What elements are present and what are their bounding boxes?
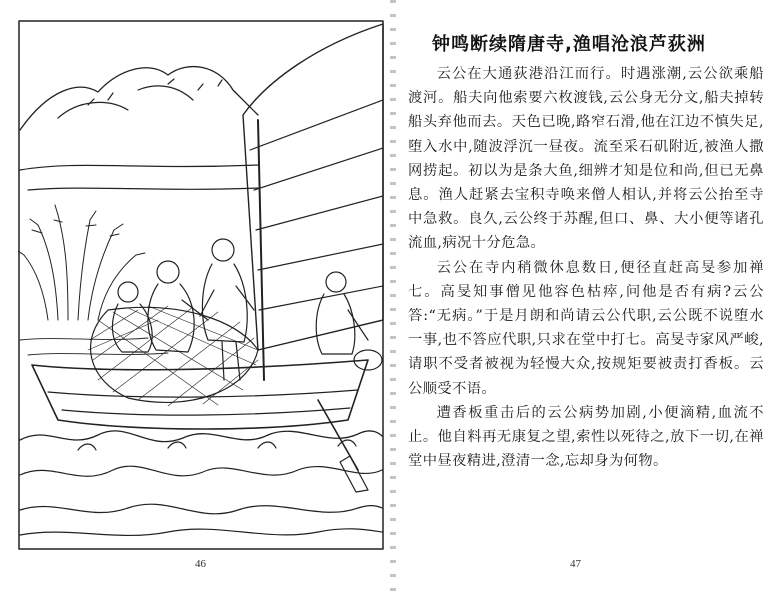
paragraph-2: 云公在寺内稍微休息数日,便径直赶高旻参加禅七。高旻知事僧见他容色枯瘁,问他是否有病?云公答:“无病。”于是月朗和尚请云公代职,云公既不说堕水一事,也不答应代职,只求在堂中打七。高旻寺家风严峻,请职不受者被视为轻慢大众,按规矩要被责打香板。云公顺受不语。 bbox=[408, 259, 764, 397]
right-page bbox=[396, 0, 770, 594]
body-text bbox=[408, 62, 764, 473]
paragraph-3: 遭香板重击后的云公病势加剧,小便滴精,血流不止。他自料再无康复之望,索性以死待之,放下一切,在禅堂中昼夜精进,澄清一念,忘却身为何物。 bbox=[408, 404, 764, 470]
chapter-title: 钟鸣断续隋唐寺,渔唱沧浪芦荻洲 bbox=[432, 34, 706, 55]
page-number-left: 46 bbox=[195, 558, 206, 570]
page-number-right: 47 bbox=[570, 558, 581, 570]
paragraph-1: 云公在大通荻港沿江而行。时遇涨潮,云公欲乘船渡河。船夫向他索要六枚渡钱,云公身无分文,船夫掉转船头弃他而去。天色已晚,路窄石滑,他在江边不慎失足,堕入水中,随波浮沉一昼夜。流至采石矶附近,被渔人撒网捞起。初以为是条大鱼,细辨才知是位和尚,但已无鼻息。渔人赶紧去宝积寺唤来僧人相认,并将云公抬至寺中急救。良久,云公终于苏醒,但口、鼻、大小便等诸孔流血,病况十分危急。 bbox=[408, 66, 764, 252]
fishing-boat-illustration bbox=[18, 20, 384, 550]
